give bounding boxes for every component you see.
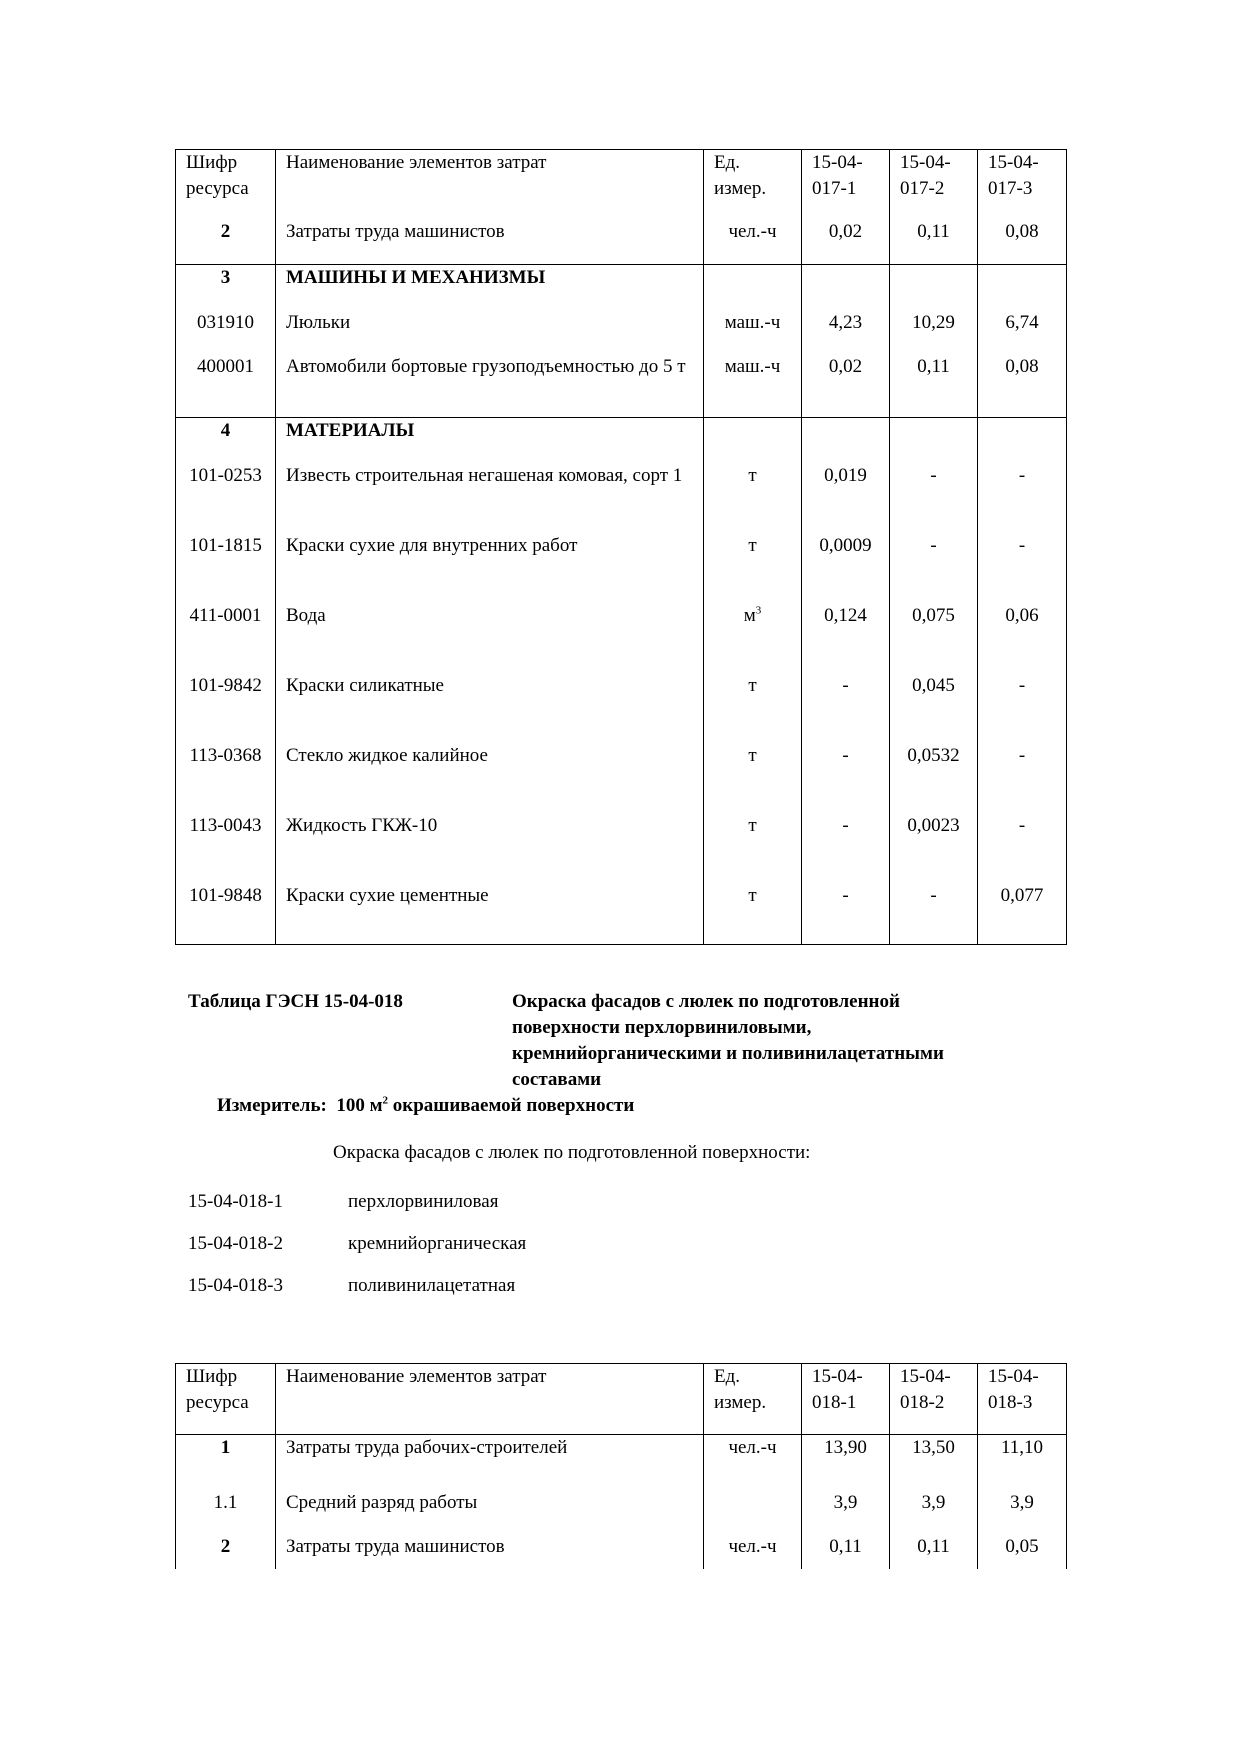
variant-name: поливинилацетатная (348, 1275, 516, 1296)
row-code: 2 (176, 208, 276, 265)
resource-table-018 (175, 1363, 1067, 1569)
row-code: 101-1815 (176, 522, 276, 592)
row-code: 031910 (176, 299, 276, 343)
work-subtitle: Окраска фасадов с люлек по подготовленной поверхности: (333, 1142, 811, 1163)
header-col2: 15-04-018-2 (890, 1364, 978, 1435)
table-header-row (176, 1364, 1067, 1435)
table-row (176, 1435, 1067, 1479)
row-value-1: 0,11 (802, 1523, 890, 1569)
measure-label: Измеритель: (217, 1095, 327, 1116)
variant-code: 15-04-018-3 (188, 1275, 283, 1296)
table-row (176, 522, 1067, 592)
table-row (176, 299, 1067, 343)
row-unit: чел.-ч (704, 1435, 802, 1479)
row-value-1: 0,02 (802, 343, 890, 418)
row-value-2: 0,11 (890, 208, 978, 265)
row-value-2: - (890, 452, 978, 522)
row-value-1: 0,0009 (802, 522, 890, 592)
section-title: МАШИНЫ И МЕХАНИЗМЫ (276, 265, 704, 299)
row-name: Затраты труда машинистов (276, 208, 704, 265)
variant-name: перхлорвиниловая (348, 1191, 499, 1212)
row-value-3: 3,9 (978, 1479, 1067, 1523)
row-value-1: 0,019 (802, 452, 890, 522)
table-row (176, 732, 1067, 802)
row-value-2: 13,50 (890, 1435, 978, 1479)
row-code: 400001 (176, 343, 276, 418)
row-value-1: 0,02 (802, 208, 890, 265)
row-value-2: 3,9 (890, 1479, 978, 1523)
row-name: Затраты труда машинистов (276, 1523, 704, 1569)
row-value-3: 0,077 (978, 872, 1067, 945)
row-value-3: 6,74 (978, 299, 1067, 343)
row-unit (704, 592, 802, 662)
table-row (176, 208, 1067, 265)
section-code: 4 (176, 418, 276, 452)
measure-line (217, 1093, 634, 1119)
row-name: Средний разряд работы (276, 1479, 704, 1523)
measure-value: 100 м (336, 1095, 383, 1116)
variant-code: 15-04-018-2 (188, 1233, 283, 1254)
header-unit: Ед. измер. (704, 1364, 802, 1435)
row-value-3: 0,05 (978, 1523, 1067, 1569)
header-name: Наименование элементов затрат (276, 150, 704, 208)
table-header-row (176, 150, 1067, 208)
row-value-2: 0,11 (890, 343, 978, 418)
row-unit: чел.-ч (704, 208, 802, 265)
header-unit: Ед. измер. (704, 150, 802, 208)
row-value-2: - (890, 522, 978, 592)
header-code: Шифр ресурса (176, 150, 276, 208)
row-value-1: 3,9 (802, 1479, 890, 1523)
table-row (176, 872, 1067, 945)
row-code: 101-9848 (176, 872, 276, 945)
resource-table-017 (175, 149, 1067, 945)
row-value-3: - (978, 732, 1067, 802)
row-value-3: 0,08 (978, 343, 1067, 418)
table-title: Таблица ГЭСН 15-04-018 (188, 991, 403, 1012)
row-value-1: - (802, 662, 890, 732)
row-unit: т (704, 872, 802, 945)
header-col1: 15-04-018-1 (802, 1364, 890, 1435)
row-code: 113-0368 (176, 732, 276, 802)
table-row (176, 343, 1067, 418)
row-value-3: - (978, 802, 1067, 872)
row-name: Люльки (276, 299, 704, 343)
row-value-3: 0,06 (978, 592, 1067, 662)
table-row (176, 452, 1067, 522)
variant-item (188, 1231, 526, 1257)
table-description: Окраска фасадов с люлек по подготовленной поверхности перхлорвиниловыми, кремнийорганическими и поливинилацетатными составами (512, 991, 944, 1090)
row-unit: т (704, 732, 802, 802)
row-unit: маш.-ч (704, 299, 802, 343)
row-name: Жидкость ГКЖ-10 (276, 802, 704, 872)
table-row (176, 592, 1067, 662)
row-code: 2 (176, 1523, 276, 1569)
row-value-1: - (802, 732, 890, 802)
row-value-3: - (978, 662, 1067, 732)
row-code: 113-0043 (176, 802, 276, 872)
row-value-1: - (802, 872, 890, 945)
row-value-1: 4,23 (802, 299, 890, 343)
table-row (176, 802, 1067, 872)
measure-superscript: 2 (382, 1094, 389, 1107)
section-row (176, 418, 1067, 452)
row-value-2: - (890, 872, 978, 945)
row-unit (704, 1479, 802, 1523)
row-value-3: 0,08 (978, 208, 1067, 265)
row-unit: т (704, 802, 802, 872)
table-row (176, 1479, 1067, 1523)
variant-code: 15-04-018-1 (188, 1191, 283, 1212)
unit-text: м (743, 604, 756, 626)
section-row (176, 265, 1067, 299)
row-name: Затраты труда рабочих-строителей (276, 1435, 704, 1479)
header-code: Шифр ресурса (176, 1364, 276, 1435)
unit-superscript: 3 (755, 604, 762, 617)
section-code: 3 (176, 265, 276, 299)
header-col3: 15-04-018-3 (978, 1364, 1067, 1435)
row-unit: т (704, 662, 802, 732)
row-value-3: 11,10 (978, 1435, 1067, 1479)
row-unit: т (704, 522, 802, 592)
variant-item (188, 1273, 515, 1299)
table-row (176, 1523, 1067, 1569)
row-unit: чел.-ч (704, 1523, 802, 1569)
header-col2: 15-04-017-2 (890, 150, 978, 208)
row-value-1: - (802, 802, 890, 872)
row-code: 1.1 (176, 1479, 276, 1523)
row-name: Краски силикатные (276, 662, 704, 732)
variant-item (188, 1189, 498, 1215)
row-value-2: 0,075 (890, 592, 978, 662)
row-value-2: 10,29 (890, 299, 978, 343)
row-name: Стекло жидкое калийное (276, 732, 704, 802)
variant-name: кремнийорганическая (348, 1233, 527, 1254)
row-code: 1 (176, 1435, 276, 1479)
row-value-2: 0,11 (890, 1523, 978, 1569)
row-name: Краски сухие цементные (276, 872, 704, 945)
row-code: 101-9842 (176, 662, 276, 732)
row-value-2: 0,045 (890, 662, 978, 732)
table-row (176, 662, 1067, 732)
row-value-3: - (978, 522, 1067, 592)
header-col1: 15-04-017-1 (802, 150, 890, 208)
row-code: 411-0001 (176, 592, 276, 662)
row-name: Краски сухие для внутренних работ (276, 522, 704, 592)
header-name: Наименование элементов затрат (276, 1364, 704, 1435)
row-value-1: 0,124 (802, 592, 890, 662)
row-value-2: 0,0023 (890, 802, 978, 872)
row-name: Известь строительная негашеная комовая, сорт 1 (276, 452, 704, 522)
row-name: Автомобили бортовые грузоподъемностью до 5 т (276, 343, 704, 418)
row-value-3: - (978, 452, 1067, 522)
header-col3: 15-04-017-3 (978, 150, 1067, 208)
row-unit: т (704, 452, 802, 522)
section-title: МАТЕРИАЛЫ (276, 418, 704, 452)
row-unit: маш.-ч (704, 343, 802, 418)
measure-rest: окрашиваемой поверхности (392, 1095, 635, 1116)
row-value-1: 13,90 (802, 1435, 890, 1479)
row-value-2: 0,0532 (890, 732, 978, 802)
row-code: 101-0253 (176, 452, 276, 522)
row-name: Вода (276, 592, 704, 662)
